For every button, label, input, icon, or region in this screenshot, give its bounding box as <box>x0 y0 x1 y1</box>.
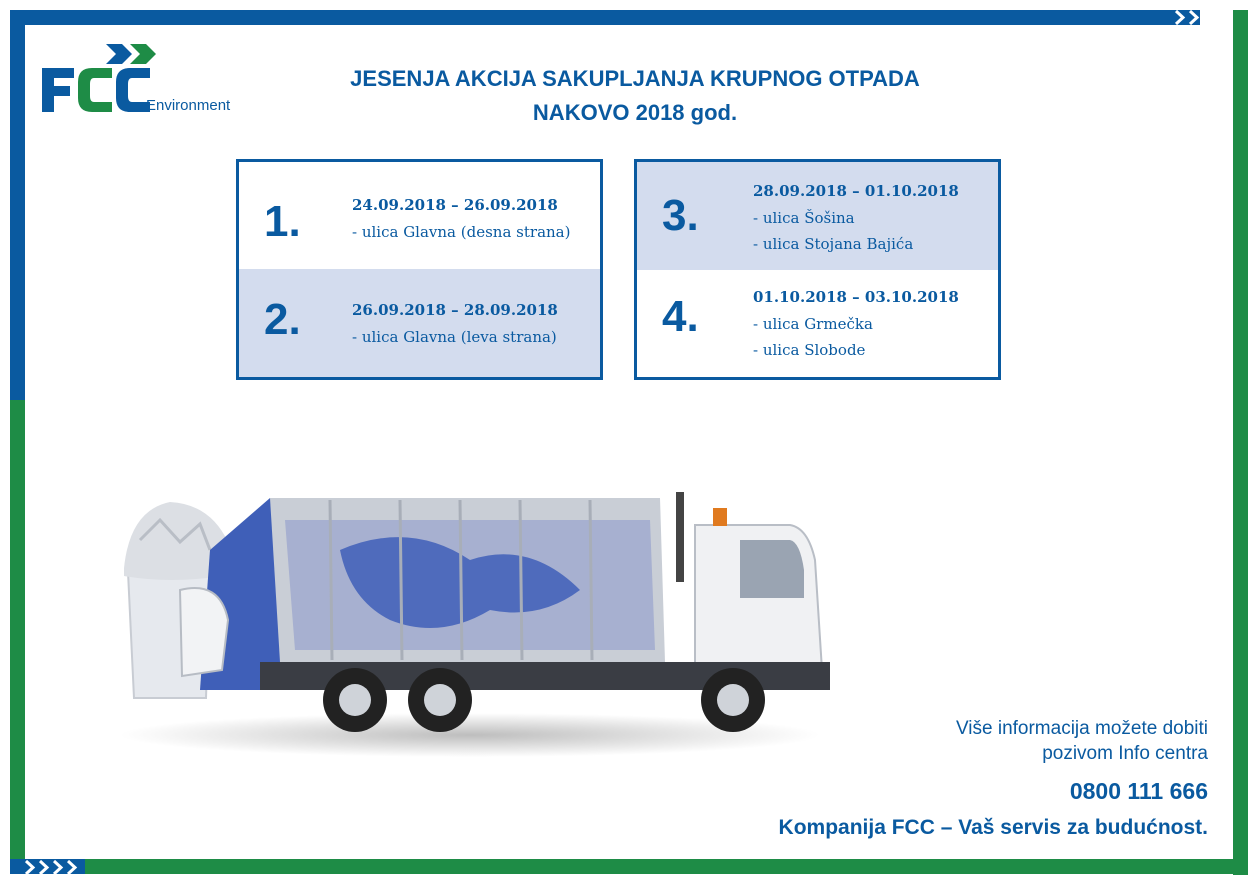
title-line-1: JESENJA AKCIJA SAKUPLJANJA KRUPNOG OTPADA <box>350 66 920 91</box>
page-title <box>230 62 1040 130</box>
contact-line-2: pozivom Info centra <box>1042 743 1208 764</box>
schedule-info <box>753 284 959 364</box>
schedule-street: - ulica Šošina <box>753 208 855 227</box>
schedule-dates: 01.10.2018 – 03.10.2018 <box>753 288 959 306</box>
company-slogan: Kompanija FCC – Vaš servis za budućnost. <box>778 816 1208 839</box>
frame-bottom-bar <box>85 859 1248 874</box>
schedule-dates: 26.09.2018 – 28.09.2018 <box>352 301 558 319</box>
schedule-street: - ulica Slobode <box>753 341 866 359</box>
contact-block <box>779 716 1208 842</box>
schedule-info <box>352 192 570 245</box>
schedule-item-3 <box>637 162 998 270</box>
schedule-dates: 24.09.2018 – 26.09.2018 <box>352 196 558 214</box>
contact-phone: 0800 111 666 <box>1069 778 1208 804</box>
schedule-item-4 <box>637 270 998 377</box>
frame-left-bar <box>10 10 25 400</box>
schedule-info <box>352 297 558 350</box>
schedule-dates: 28.09.2018 – 01.10.2018 <box>753 182 959 200</box>
schedule-number: 4. <box>662 292 699 341</box>
logo-subtitle: Environment <box>146 97 231 114</box>
schedule-street: - ulica Stojana Bajića <box>753 235 914 253</box>
schedule-item-2 <box>239 269 600 377</box>
schedule-number: 1. <box>264 197 301 246</box>
contact-line-1: Više informacija možete dobiti <box>955 718 1208 739</box>
schedule-box-right <box>634 159 1001 380</box>
garbage-truck-icon <box>110 480 840 770</box>
chevrons-bottom-left-icon <box>24 858 84 877</box>
schedule-info <box>753 178 959 258</box>
schedule-item-1 <box>239 162 600 269</box>
schedule-street: - ulica Glavna (desna strana) <box>352 222 571 241</box>
schedule-street: - ulica Grmečka <box>753 314 873 333</box>
schedule-number: 2. <box>264 295 301 344</box>
schedule-box-left <box>236 159 603 380</box>
frame-left-bar-green <box>10 400 25 865</box>
title-line-2: NAKOVO 2018 god. <box>532 100 738 125</box>
schedule-street: - ulica Glavna (leva strana) <box>352 327 557 346</box>
chevrons-top-right-icon <box>1174 8 1230 27</box>
frame-top-bar <box>10 10 1200 25</box>
frame-right-bar <box>1233 10 1248 875</box>
schedule-number: 3. <box>662 191 699 240</box>
